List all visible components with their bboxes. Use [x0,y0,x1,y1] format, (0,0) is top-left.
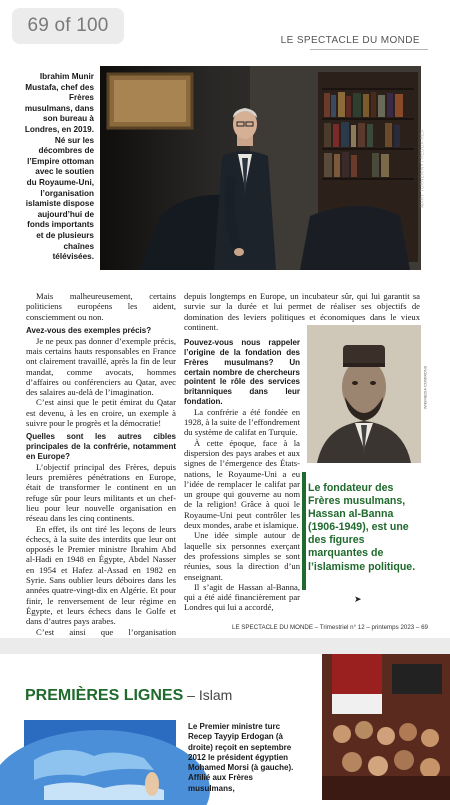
page-separator [0,638,450,654]
section-title [25,687,232,705]
portrait-credit: WIKIMEDIA COMMONS [422,365,428,410]
paragraph: C’est ainsi que l’organisation [36,626,176,637]
paragraph: À cette époque, face à la dispersion des pays arabes et aux signes de l’émergence des États-nations, le Royaume-Uni a eu l’idée de remplacer le califat par un groupe qui gouverne au nom de la religion! Grâce à quoi le Royaume-Uni peut contrôler les deux mondes, arabe et islamique. [184,437,300,531]
page-footer: LE SPECTACLE DU MONDE – Trimestriel n° 12 – printemps 2023 – 69 [232,624,428,631]
globe-image [24,720,176,800]
crowd-illustration [322,654,450,800]
crowd-photo [322,654,450,800]
paragraph: Je ne peux pas donner d’exemple précis, mais certains hauts responsables en France ont clairement travaillé, après la fin de leur mandat, comme avocats, hommes d’affaires ou conférenciers au Qatar, avec des salaires au-delà de l’imagination. [26,335,176,398]
paragraph: La confrérie a été fondée en 1928, à la suite de l’effondrement du système de califat en Turquie. [184,406,300,438]
paragraph: Il s’agit de Hassan al-Banna, qui a été aidé financièrement par Londres qui lui a accordé, [184,581,300,613]
photo-credit: MARY TURNER/NYT-REDUX-REA [419,129,425,208]
paragraph: Une idée simple autour de laquelle six personnes exerçant des professions simples se sont réunies, sous la direction d’un enseignant. [184,530,300,582]
paragraph: C’est ainsi que le petit émirat du Qatar est devenu, à les en croire, un exemple à suivre pour le progrès et la démocratie! [26,397,176,429]
globe-illustration [24,720,176,800]
masthead-rule [310,49,428,50]
portrait-illustration [307,325,421,463]
interview-question: Avez-vous des exemples précis? [26,325,152,335]
page-counter: 69 of 100 [12,8,124,44]
photo-caption: Ibrahim Munir Mustafa, chef des Frères musulmans, dans son bureau à Londres, en 2019. Né sur les décombres de l’Empire ottoman avec le soutien du Royaume-Uni, l’organisation islamiste dispose aujourd’hui de fonds importants et de plusieurs chaînes télévisées. [24,72,94,262]
masthead: LE SPECTACLE DU MONDE [280,35,420,46]
pull-quote: Le fondateur des Frères musulmans, Hassan al-Banna (1906-1949), est une des figures marquantes de l’islamisme politique. [308,482,416,573]
portrait-hassan-al-banna [307,325,428,463]
paragraph: En effet, ils ont tiré les leçons de leurs échecs, à la suite des interdits que leur ont opposés le Premier ministre Ibrahim Abd al-Hadi en 1948 en Égypte, Abdel Nasser en 1954 et Hafez al-Assad en 1982 en Syrie. Sans oublier leurs déboires dans les années quatre-vingt-dix en Algérie. Et pour finir, le renversement de leur régime en Égypte, et leurs échecs dans le Golfe et dans d’autres pays arabes. [26,523,176,627]
section-subtitle: – Islam [183,687,233,703]
paragraph: depuis longtemps en Europe, un incubateur sûr, qui lui garantit sa survie sur la durée et lui permet de réaliser ses objectifs de domination des leviers politiques et économiques dans le vieux continent. [184,291,420,332]
office-photo-illustration [100,66,421,270]
interview-question: Quelles sont les autres cibles principales de la confrérie, notamment en Europe? [26,432,176,461]
continue-arrow-icon: ➤ [354,594,362,604]
article-left-column [26,291,176,657]
section-name: PREMIÈRES LIGNES [25,687,184,704]
photo-ibrahim-munir [100,66,425,270]
next-page-caption: Le Premier ministre turc Recep Tayyip Erdogan (à droite) reçoit en septembre 2012 le président égyptien Mohamed Morsi (à gauche). Affilié aux Frères musulmans, [188,722,294,793]
next-page [0,654,450,800]
pull-quote-bar [302,472,306,590]
paragraph: L’objectif principal des Frères, depuis leurs premières pénétrations en Europe, était de transformer le continent en un refuge sûr pour leurs militants et un chef-lieu pour leur nouvelle organisation en réseau dans les cinq continents. [26,461,176,524]
interview-question: Pouvez-vous nous rappeler l’origine de la fondation des Frères musulmans? Un certain nombre de chercheurs pointent le rôle des services britanniques dans leur fondation. [184,338,300,406]
paragraph: Mais malheureusement, certains politiciens européens les aident, consciemment ou non. [26,291,176,322]
